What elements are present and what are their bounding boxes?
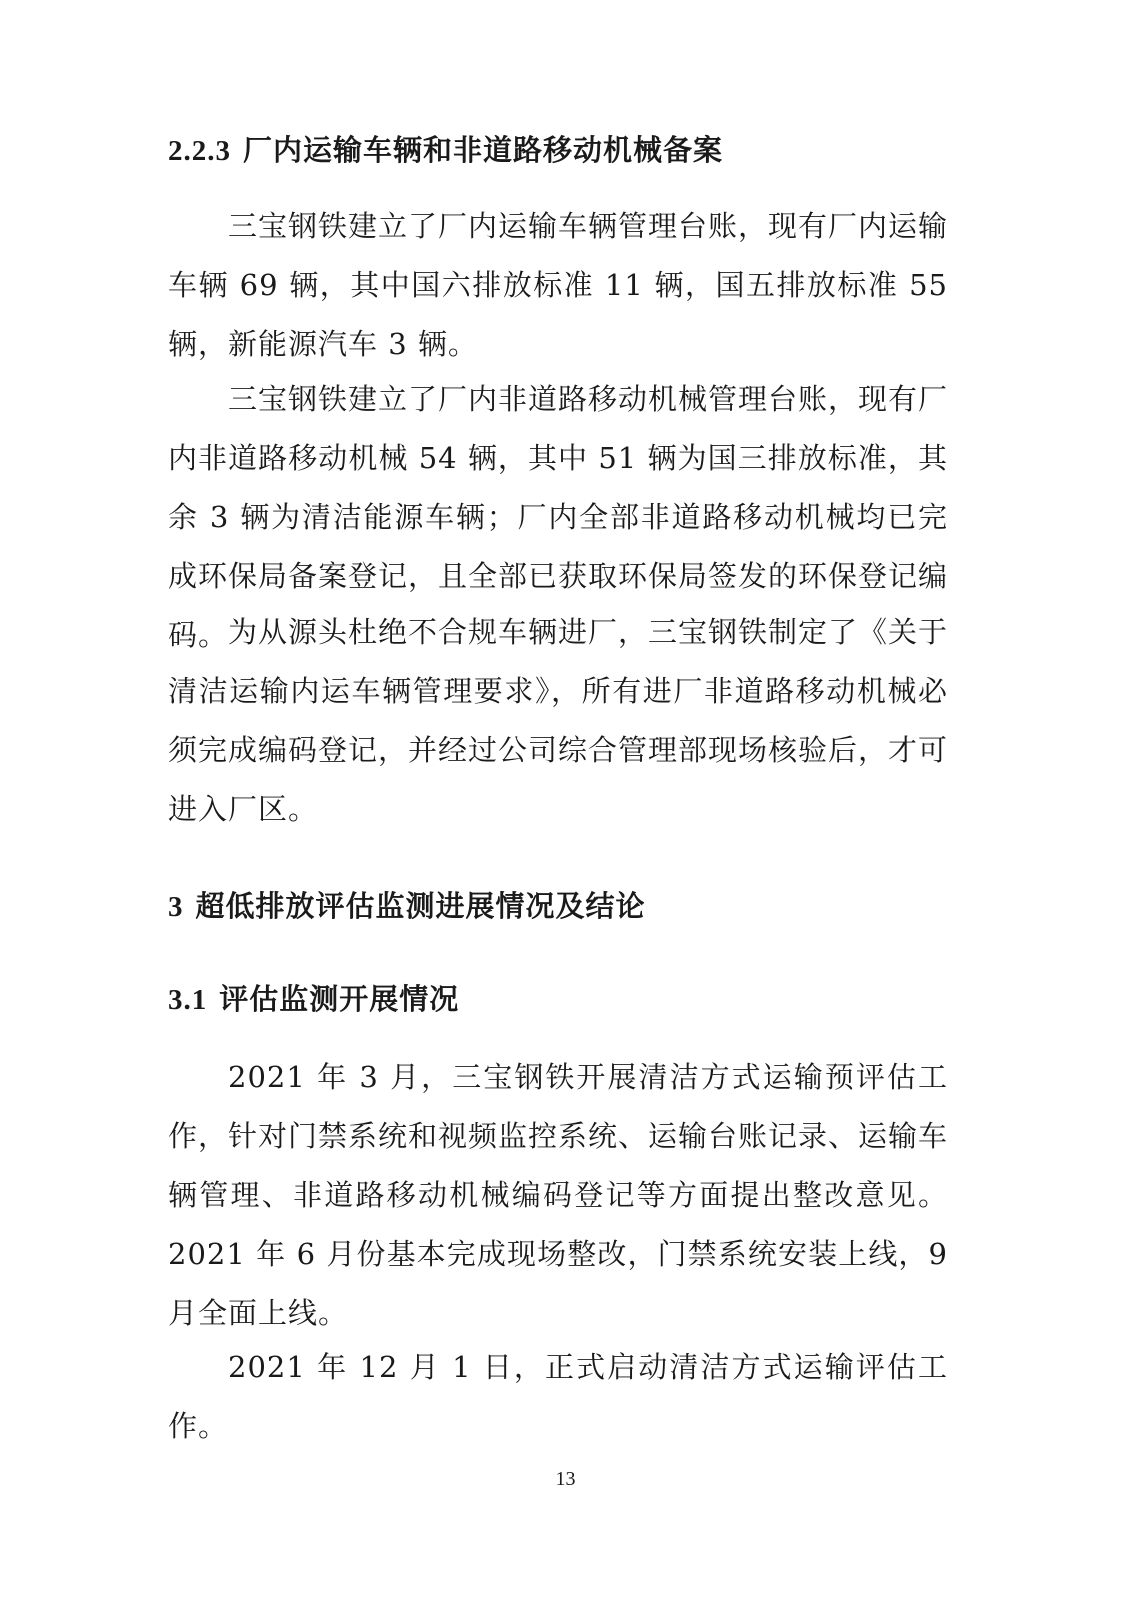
section-title: 评估监测开展情况 <box>219 982 460 1016</box>
section-heading-3-1 <box>168 977 459 1018</box>
paragraph-assessment-start: 2021 年 12 月 1 日，正式启动清洁方式运输评估工作。 <box>168 1350 948 1443</box>
paragraph-pre-assessment: 2021 年 3 月，三宝钢铁开展清洁方式运输预评估工作，针对门禁系统和视频监控系统、运输台账记录、运输车辆管理、非道路移动机械编码登记等方面提出整改意见。2021 年 6 月份基本完成现场整改，门禁系统安装上线，9 月全面上线。 <box>168 1060 949 1330</box>
section-heading-2-2-3 <box>168 128 723 169</box>
section-number: 3 <box>168 891 184 923</box>
section-title: 超低排放评估监测进展情况及结论 <box>195 889 646 923</box>
paragraph-machinery-ledger: 三宝钢铁建立了厂内非道路移动机械管理台账，现有厂内非道路移动机械 54 辆，其中 51 辆为国三排放标准，其余 3 辆为清洁能源车辆；厂内全部非道路移动机械均已完成环保局备案登记，且全部已获取环保局签发的环保登记编码。 <box>168 382 949 652</box>
section-number: 3.1 <box>168 984 208 1016</box>
paragraph-vehicle-ledger: 三宝钢铁建立了厂内运输车辆管理台账，现有厂内运输车辆 69 辆，其中国六排放标准 11 辆，国五排放标准 55 辆，新能源汽车 3 辆。 <box>168 209 949 361</box>
section-heading-3 <box>168 884 646 925</box>
section-title: 厂内运输车辆和非道路移动机械备案 <box>243 133 724 167</box>
section-number: 2.2.3 <box>168 135 231 167</box>
paragraph-entry-requirements: 为从源头杜绝不合规车辆进厂，三宝钢铁制定了《关于清洁运输内运车辆管理要求》，所有进厂非道路移动机械必须完成编码登记，并经过公司综合管理部现场核验后，才可进入厂区。 <box>168 615 949 826</box>
page-number: 13 <box>555 1468 576 1490</box>
